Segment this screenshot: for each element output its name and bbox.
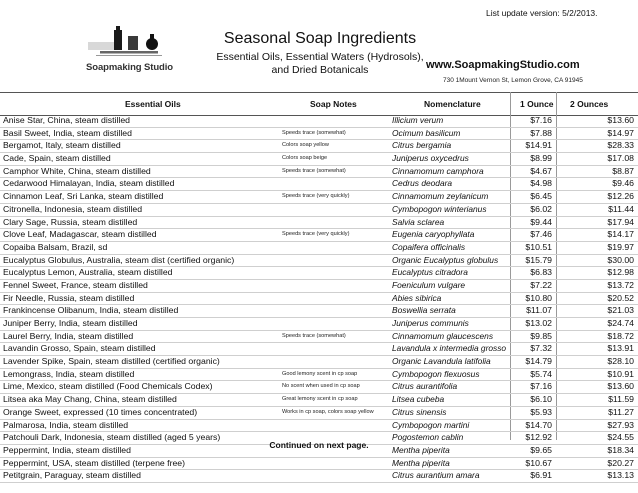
- soap-note: Speeds trace (somewhat): [282, 332, 346, 339]
- price-1-ounce: $7.16: [530, 381, 552, 392]
- table-row: [0, 318, 638, 331]
- table-row: [0, 305, 638, 318]
- price-1-ounce: $9.44: [530, 216, 552, 227]
- price-1-ounce: $15.79: [525, 254, 552, 265]
- nomenclature: Citrus bergamia: [392, 140, 452, 151]
- column-header-essential-oils: Essential Oils: [125, 99, 181, 109]
- price-2-ounces: $17.08: [607, 153, 634, 164]
- oil-name: Fennel Sweet, France, steam distilled: [3, 279, 148, 290]
- nomenclature: Citrus aurantium amara: [392, 470, 480, 481]
- price-1-ounce: $13.02: [525, 318, 552, 328]
- oil-name: Fir Needle, Russia, steam distilled: [3, 292, 135, 303]
- oil-name: Cinnamon Leaf, Sri Lanka, steam distilled: [3, 191, 164, 202]
- price-2-ounces: $12.98: [607, 267, 634, 278]
- nomenclature: Juniperus oxycedrus: [392, 153, 469, 164]
- oil-name: Litsea aka May Chang, China, steam distilled: [3, 394, 177, 405]
- price-1-ounce: $6.02: [530, 203, 552, 214]
- nomenclature: Foeniculum vulgare: [392, 279, 466, 290]
- price-1-ounce: $10.51: [525, 241, 552, 252]
- price-1-ounce: $9.65: [530, 444, 552, 455]
- soap-note: Speeds trace (somewhat): [282, 129, 346, 136]
- oil-name: Eucalyptus Globulus, Australia, steam dist (certified organic): [3, 254, 235, 265]
- soap-bar-and-bottles-logo: [86, 22, 172, 64]
- table-row: [0, 204, 638, 217]
- page-title: Seasonal Soap Ingredients: [223, 30, 417, 47]
- oil-name: Clove Leaf, Madagascar, steam distilled: [3, 229, 157, 240]
- price-2-ounces: $8.87: [612, 165, 634, 176]
- nomenclature: Mentha piperita: [392, 444, 450, 455]
- price-1-ounce: $7.46: [530, 229, 552, 240]
- column-header-2-ounces: 2 Ounces: [570, 99, 609, 109]
- soap-note: No scent when used in cp soap: [282, 383, 360, 390]
- table-row: [0, 420, 638, 433]
- price-table-body: [0, 115, 638, 483]
- oil-name: Copaiba Balsam, Brazil, sd: [3, 241, 108, 252]
- soap-note: Colors soap yellow: [282, 142, 329, 149]
- price-2-ounces: $17.94: [607, 216, 634, 227]
- table-row: [0, 343, 638, 356]
- price-2-ounces: $28.10: [607, 356, 634, 367]
- table-row: [0, 255, 638, 268]
- nomenclature: Litsea cubeba: [392, 394, 445, 405]
- nomenclature: Citrus aurantifolia: [392, 381, 458, 392]
- oil-name: Juniper Berry, India, steam distilled: [3, 318, 138, 328]
- oil-name: Palmarosa, India, steam distilled: [3, 419, 129, 430]
- nomenclature: Cedrus deodara: [392, 178, 453, 189]
- table-row: [0, 178, 638, 191]
- oil-name: Patchouli Dark, Indonesia, steam distilled (aged 5 years): [3, 432, 221, 443]
- price-1-ounce: $10.67: [525, 457, 552, 468]
- price-1-ounce: $12.92: [525, 432, 552, 443]
- nomenclature: Cinnamomum glaucescens: [392, 330, 494, 341]
- soap-note: Good lemony scent in cp soap: [282, 370, 358, 377]
- price-1-ounce: $6.10: [530, 394, 552, 405]
- soap-note: Works in cp soap, colors soap yellow: [282, 408, 374, 415]
- price-2-ounces: $24.74: [607, 318, 634, 328]
- nomenclature: Organic Eucalyptus globulus: [392, 254, 499, 265]
- price-2-ounces: $13.13: [607, 470, 634, 481]
- oil-name: Lemongrass, India, steam distilled: [3, 368, 135, 379]
- logo-text: Soapmaking Studio: [86, 62, 173, 73]
- oil-name: Cedarwood Himalayan, India, steam distilled: [3, 178, 175, 189]
- oil-name: Peppermint, India, steam distilled: [3, 444, 131, 455]
- table-row: [0, 470, 638, 483]
- table-row: [0, 217, 638, 230]
- table-row: [0, 369, 638, 382]
- price-2-ounces: $12.26: [607, 191, 634, 202]
- price-1-ounce: $4.67: [530, 165, 552, 176]
- list-version: List update version: 5/2/2013.: [486, 8, 598, 18]
- table-row: [0, 407, 638, 420]
- oil-name: Camphor White, China, steam distilled: [3, 165, 151, 176]
- price-2-ounces: $30.00: [607, 254, 634, 265]
- oil-name: Clary Sage, Russia, steam distilled: [3, 216, 138, 227]
- nomenclature: Abies sibirica: [392, 292, 442, 303]
- oil-name: Lime, Mexico, steam distilled (Food Chemicals Codex): [3, 381, 213, 392]
- price-2-ounces: $24.55: [607, 432, 634, 443]
- soap-note: Colors soap beige: [282, 155, 328, 162]
- nomenclature: Ocimum basilicum: [392, 127, 461, 138]
- price-2-ounces: $13.60: [607, 381, 634, 392]
- oil-name: Anise Star, China, steam distilled: [3, 115, 130, 125]
- address: 730 1Mount Vernon St, Lemon Grove, CA 91945: [443, 77, 583, 84]
- oil-name: Petitgrain, Paraguay, steam distilled: [3, 470, 141, 481]
- table-row: [0, 394, 638, 407]
- column-header-nomenclature: Nomenclature: [424, 99, 481, 109]
- price-2-ounces: $11.59: [608, 394, 634, 405]
- table-row: [0, 140, 638, 153]
- price-1-ounce: $6.91: [530, 470, 552, 481]
- table-row: [0, 128, 638, 141]
- nomenclature: Citrus sinensis: [392, 406, 447, 417]
- oil-name: Cade, Spain, steam distilled: [3, 153, 111, 164]
- price-1-ounce: $10.80: [525, 292, 552, 303]
- oil-name: Orange Sweet, expressed (10 times concentrated): [3, 406, 198, 417]
- column-header-1-ounce: 1 Ounce: [520, 99, 554, 109]
- nomenclature: Pogostemon cablin: [392, 432, 464, 443]
- price-1-ounce: $6.83: [530, 267, 552, 278]
- table-row: [0, 293, 638, 306]
- price-1-ounce: $8.99: [530, 153, 552, 164]
- table-row: [0, 331, 638, 344]
- table-row: [0, 191, 638, 204]
- price-2-ounces: $21.03: [607, 305, 634, 316]
- price-2-ounces: $9.46: [612, 178, 634, 189]
- price-2-ounces: $19.97: [607, 241, 634, 252]
- oil-name: Frankincense Olibanum, India, steam distilled: [3, 305, 179, 316]
- website-link[interactable]: www.SoapmakingStudio.com: [426, 59, 580, 71]
- price-2-ounces: $13.72: [607, 279, 634, 290]
- soap-note: Great lemony scent in cp soap: [282, 396, 358, 403]
- nomenclature: Cymbopogon martini: [392, 419, 470, 430]
- price-1-ounce: $14.70: [525, 419, 552, 430]
- price-1-ounce: $4.98: [530, 178, 552, 189]
- price-2-ounces: $20.52: [607, 292, 634, 303]
- table-header: [0, 92, 638, 116]
- table-row: [0, 356, 638, 369]
- nomenclature: Eucalyptus citradora: [392, 267, 468, 278]
- oil-name: Laurel Berry, India, steam distilled: [3, 330, 134, 341]
- oil-name: Citronella, Indonesia, steam distilled: [3, 203, 143, 214]
- nomenclature: Cinnamomum zeylanicum: [392, 191, 489, 202]
- price-1-ounce: $5.74: [530, 368, 552, 379]
- price-2-ounces: $13.91: [607, 343, 634, 354]
- table-row: [0, 166, 638, 179]
- nomenclature: Lavandula x intermedia grosso: [392, 343, 507, 354]
- page-subtitle: Essential Oils, Essential Waters (Hydrosols), and Dried Botanicals: [216, 51, 424, 76]
- oil-name: Bergamot, Italy, steam distilled: [3, 140, 121, 151]
- oil-name: Eucalyptus Lemon, Australia, steam distilled: [3, 267, 173, 278]
- soap-note: Speeds trace (somewhat): [282, 167, 346, 174]
- nomenclature: Cymbopogon winterianus: [392, 203, 487, 214]
- price-1-ounce: $14.79: [525, 356, 552, 367]
- soap-note: Speeds trace (very quickly): [282, 231, 350, 238]
- oil-name: Basil Sweet, India, steam distilled: [3, 127, 132, 138]
- price-1-ounce: $14.91: [525, 140, 552, 151]
- soap-note: Speeds trace (very quickly): [282, 193, 350, 200]
- price-2-ounces: $20.27: [607, 457, 634, 468]
- price-2-ounces: $10.91: [607, 368, 634, 379]
- nomenclature: Mentha piperita: [392, 457, 450, 468]
- nomenclature: Copaifera officinalis: [392, 241, 466, 252]
- nomenclature: Illicium verum: [392, 115, 444, 125]
- nomenclature: Salvia sclarea: [392, 216, 445, 227]
- price-2-ounces: $11.44: [608, 203, 634, 214]
- table-row: [0, 458, 638, 471]
- price-2-ounces: $14.97: [607, 127, 634, 138]
- price-2-ounces: $13.60: [607, 115, 634, 125]
- nomenclature: Organic Lavandula latifolia: [392, 356, 491, 367]
- table-row: [0, 381, 638, 394]
- price-2-ounces: $27.93: [607, 419, 634, 430]
- price-2-ounces: $18.72: [607, 330, 634, 341]
- nomenclature: Boswellia serrata: [392, 305, 456, 316]
- price-1-ounce: $7.32: [530, 343, 552, 354]
- oil-name: Lavandin Grosso, Spain, steam distilled: [3, 343, 156, 354]
- nomenclature: Juniperus communis: [392, 318, 469, 328]
- price-2-ounces: $14.17: [607, 229, 634, 240]
- price-1-ounce: $6.45: [530, 191, 552, 202]
- price-1-ounce: $7.16: [530, 115, 552, 125]
- nomenclature: Cymbopogon flexuosus: [392, 368, 480, 379]
- continued-note: Continued on next page.: [269, 440, 369, 450]
- table-row: [0, 115, 638, 128]
- table-row: [0, 242, 638, 255]
- table-row: [0, 267, 638, 280]
- table-row: [0, 229, 638, 242]
- price-1-ounce: $7.88: [530, 127, 552, 138]
- oil-name: Peppermint, USA, steam distilled (terpene free): [3, 457, 186, 468]
- price-2-ounces: $28.33: [607, 140, 634, 151]
- price-1-ounce: $7.22: [530, 279, 552, 290]
- price-2-ounces: $18.34: [607, 444, 634, 455]
- nomenclature: Eugenia caryophyllata: [392, 229, 475, 240]
- nomenclature: Cinnamomum camphora: [392, 165, 484, 176]
- price-1-ounce: $11.07: [526, 305, 552, 316]
- column-header-soap-notes: Soap Notes: [310, 99, 357, 109]
- price-1-ounce: $5.93: [530, 406, 552, 417]
- oil-name: Lavender Spike, Spain, steam distilled (certified organic): [3, 356, 220, 367]
- table-row: [0, 153, 638, 166]
- price-1-ounce: $9.85: [530, 330, 552, 341]
- table-row: [0, 280, 638, 293]
- price-2-ounces: $11.27: [608, 406, 634, 417]
